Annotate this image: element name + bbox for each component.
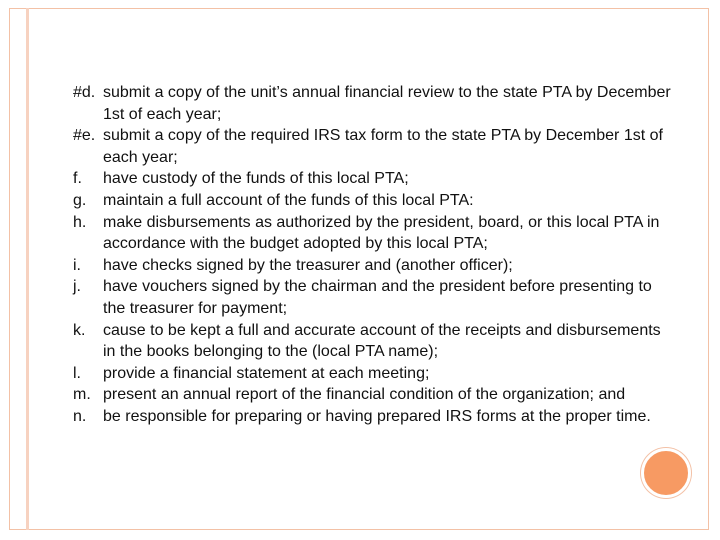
- item-marker: m.: [73, 386, 91, 404]
- list-item: [73, 406, 673, 428]
- item-marker: i.: [73, 256, 81, 274]
- item-text: maintain a full account of the funds of this local PTA:: [103, 191, 474, 209]
- list-item: [73, 125, 673, 168]
- item-marker: #e.: [73, 127, 96, 145]
- item-text: be responsible for preparing or having prepared IRS forms at the proper time.: [103, 407, 651, 425]
- list-item: [73, 320, 673, 363]
- item-text: have vouchers signed by the chairman and the president before presenting to the treasurer for payment;: [103, 278, 652, 317]
- item-text: provide a financial statement at each meeting;: [103, 364, 430, 382]
- accent-circle-decoration: [641, 448, 691, 498]
- item-marker: f.: [73, 170, 82, 188]
- item-marker: l.: [73, 364, 81, 382]
- list-item: [73, 168, 673, 190]
- list-item: [73, 212, 673, 255]
- treasurer-duties-list: [73, 82, 673, 428]
- item-marker: k.: [73, 321, 86, 339]
- list-item: [73, 82, 673, 125]
- item-marker: n.: [73, 407, 87, 425]
- item-text: cause to be kept a full and accurate account of the receipts and disbursements in the books belonging to the (local PTA name);: [103, 321, 661, 361]
- left-decorative-stripe: [26, 8, 29, 530]
- list-item: [73, 276, 673, 319]
- item-marker: j.: [73, 278, 81, 296]
- item-text: have custody of the funds of this local PTA;: [103, 170, 409, 188]
- list-item: [73, 190, 673, 212]
- item-text: make disbursements as authorized by the president, board, or this local PTA in accordance with the budget adopted by this local PTA;: [103, 213, 660, 253]
- item-text: have checks signed by the treasurer and (another officer);: [103, 256, 513, 274]
- list-item: [73, 255, 673, 277]
- item-marker: #d.: [73, 84, 96, 101]
- item-text: submit a copy of the required IRS tax form to the state PTA by December 1st of each year;: [103, 127, 663, 166]
- item-text: present an annual report of the financial condition of the organization; and: [103, 386, 626, 404]
- item-text: submit a copy of the unit’s annual financial review to the state PTA by December 1st of each year;: [103, 84, 671, 123]
- list-item: [73, 363, 673, 385]
- item-marker: g.: [73, 191, 87, 209]
- item-marker: h.: [73, 213, 87, 231]
- list-item: [73, 384, 673, 406]
